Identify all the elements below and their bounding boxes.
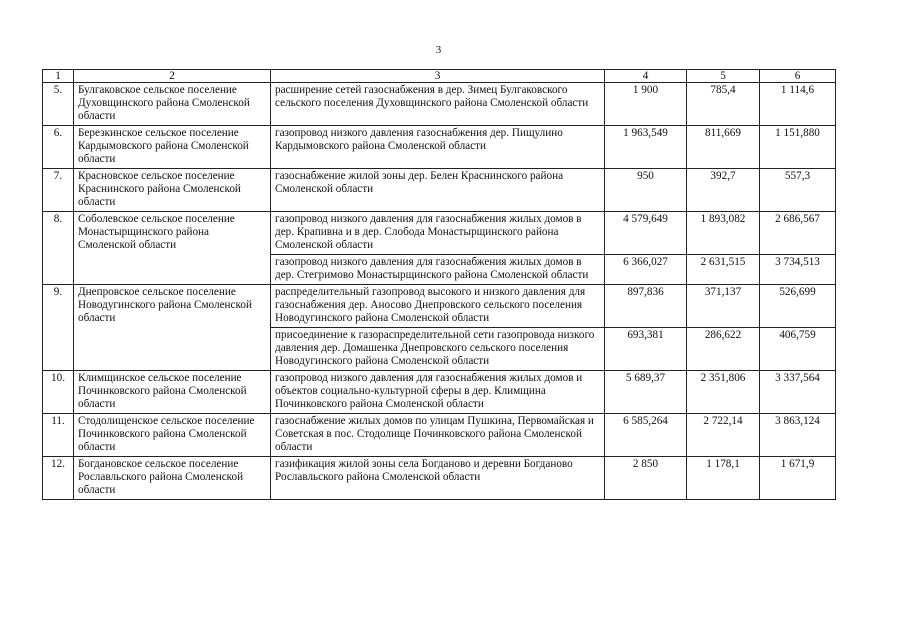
amount-column-6: 3 863,124 (760, 414, 836, 457)
amount-column-6: 1 114,6 (760, 83, 836, 126)
header-row (43, 70, 836, 83)
project-description: газификация жилой зоны села Богданово и деревни Богданово Рославльского района Смоленской области (271, 457, 605, 500)
row-number: 11. (43, 414, 74, 457)
amount-column-6: 1 151,880 (760, 126, 836, 169)
row-number: 8. (43, 212, 74, 285)
amount-column-5: 1 178,1 (687, 457, 760, 500)
table-row (43, 169, 836, 212)
total-amount: 1 963,549 (605, 126, 687, 169)
project-description: газопровод низкого давления для газоснабжения жилых домов в дер. Крапивна и в дер. Слобода Монастырщинского района Смоленской области (271, 212, 605, 255)
amount-column-6: 406,759 (760, 328, 836, 371)
amount-column-5: 811,669 (687, 126, 760, 169)
column-header-6: 6 (760, 70, 836, 83)
amount-column-6: 3 734,513 (760, 255, 836, 285)
total-amount: 1 900 (605, 83, 687, 126)
amount-column-6: 1 671,9 (760, 457, 836, 500)
amount-column-5: 2 351,806 (687, 371, 760, 414)
project-description: присоединение к газораспределительной сети газопровода низкого давления дер. Домашенка Днепровского сельского поселения Новодугинского района Смоленской области (271, 328, 605, 371)
amount-column-6: 526,699 (760, 285, 836, 328)
table-row (43, 212, 836, 255)
project-description: газопровод низкого давления для газоснабжения жилых домов и объектов социально-культурной сферы в дер. Климщина Починковского района Смоленской области (271, 371, 605, 414)
total-amount: 4 579,649 (605, 212, 687, 255)
column-header-2: 2 (74, 70, 271, 83)
project-description: распределительный газопровод высокого и низкого давления для газоснабжения дер. Аносово Днепровского сельского поселения Новодугинского района Смоленской области (271, 285, 605, 328)
amount-column-5: 2 722,14 (687, 414, 760, 457)
settlement-name: Днепровское сельское поселение Новодугинского района Смоленской области (74, 285, 271, 371)
row-number: 7. (43, 169, 74, 212)
table-row (43, 371, 836, 414)
amount-column-5: 392,7 (687, 169, 760, 212)
settlement-name: Климщинское сельское поселение Починковского района Смоленской области (74, 371, 271, 414)
table-row (43, 457, 836, 500)
amount-column-5: 785,4 (687, 83, 760, 126)
project-description: газоснабжение жилых домов по улицам Пушкина, Первомайская и Советская в пос. Стодолище Починковского района Смоленской области (271, 414, 605, 457)
table-row (43, 126, 836, 169)
row-number: 10. (43, 371, 74, 414)
total-amount: 693,381 (605, 328, 687, 371)
column-header-1: 1 (43, 70, 74, 83)
total-amount: 6 585,264 (605, 414, 687, 457)
amount-column-6: 2 686,567 (760, 212, 836, 255)
page-number: 3 (435, 44, 442, 56)
settlement-name: Богдановское сельское поселение Рославльского района Смоленской области (74, 457, 271, 500)
total-amount: 950 (605, 169, 687, 212)
total-amount: 2 850 (605, 457, 687, 500)
settlement-name: Красновское сельское поселение Краснинского района Смоленской области (74, 169, 271, 212)
amount-column-5: 371,137 (687, 285, 760, 328)
project-description: расширение сетей газоснабжения в дер. Зимец Булгаковского сельского поселения Духовщинского района Смоленской области (271, 83, 605, 126)
amount-column-5: 2 631,515 (687, 255, 760, 285)
column-header-5: 5 (687, 70, 760, 83)
settlement-name: Соболевское сельское поселение Монастырщинского района Смоленской области (74, 212, 271, 285)
amount-column-5: 1 893,082 (687, 212, 760, 255)
row-number: 9. (43, 285, 74, 371)
column-header-3: 3 (271, 70, 605, 83)
amount-column-5: 286,622 (687, 328, 760, 371)
row-number: 5. (43, 83, 74, 126)
gasification-table (42, 69, 836, 500)
total-amount: 897,836 (605, 285, 687, 328)
project-description: газопровод низкого давления для газоснабжения жилых домов в дер. Стегримово Монастырщинского района Смоленской области (271, 255, 605, 285)
total-amount: 6 366,027 (605, 255, 687, 285)
total-amount: 5 689,37 (605, 371, 687, 414)
amount-column-6: 557,3 (760, 169, 836, 212)
project-description: газоснабжение жилой зоны дер. Белен Краснинского района Смоленской области (271, 169, 605, 212)
settlement-name: Березкинское сельское поселение Кардымовского района Смоленской области (74, 126, 271, 169)
settlement-name: Булгаковское сельское поселение Духовщинского района Смоленской области (74, 83, 271, 126)
amount-column-6: 3 337,564 (760, 371, 836, 414)
table-row (43, 414, 836, 457)
settlement-name: Стодолищенское сельское поселение Починковского района Смоленской области (74, 414, 271, 457)
project-description: газопровод низкого давления газоснабжения дер. Пищулино Кардымовского района Смоленской области (271, 126, 605, 169)
row-number: 6. (43, 126, 74, 169)
row-number: 12. (43, 457, 74, 500)
table-row (43, 285, 836, 328)
column-header-4: 4 (605, 70, 687, 83)
table-row (43, 83, 836, 126)
